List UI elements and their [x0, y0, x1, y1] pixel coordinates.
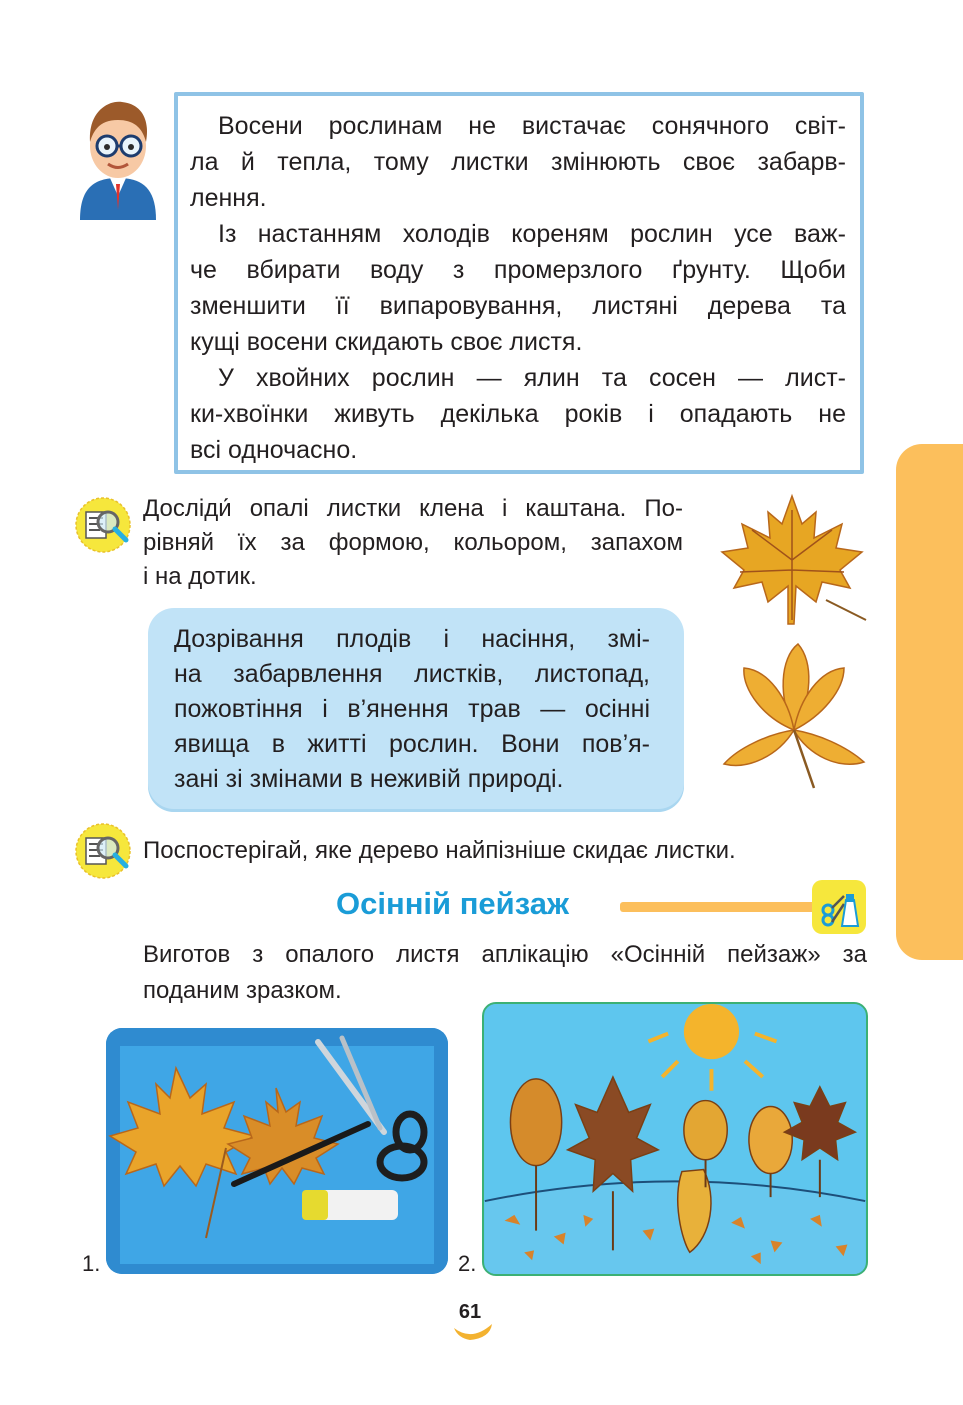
section-title: Осінній пейзаж: [336, 886, 569, 921]
maple-leaf-image: [716, 490, 868, 630]
chestnut-leaf-image: [718, 638, 870, 794]
info-line: Восени рослинам не вистачає сонячного світ-: [218, 112, 846, 140]
info-line: лення.: [190, 184, 267, 212]
summary-line: явища в житті рослин. Вони пов’я-: [174, 730, 650, 758]
autumn-landscape-applique-photo: [482, 1002, 868, 1276]
task-line: Досліди́ опалі листки клена і каштана. По-: [143, 495, 683, 522]
info-line: зменшити її випаровування, листяні дерева та: [190, 292, 846, 320]
summary-line: пожовтіння і в’янення трав — осінні: [174, 695, 650, 723]
task-line: і на дотик.: [143, 563, 257, 590]
teacher-avatar: [72, 92, 164, 220]
magnifier-document-icon: [74, 822, 132, 880]
page-number: 61: [458, 1301, 482, 1323]
figure-label: 2.: [458, 1251, 477, 1276]
summary-line: на забарвлення листків, листопад,: [174, 660, 650, 688]
craft-materials-photo: [106, 1028, 448, 1274]
info-line: ла й тепла, тому листки змінюють своє забарв-: [190, 148, 846, 176]
summary-line: зані зі змінами в неживій природі.: [174, 765, 564, 793]
task-line: рівняй їх за формою, кольором, запахом: [143, 529, 683, 556]
section-text-line: Виготов з опалого листя аплікацію «Осінній пейзаж» за: [143, 941, 867, 968]
section-divider: [620, 902, 822, 912]
info-line: ки-хвоїнки живуть декілька років і опадають не: [190, 400, 846, 428]
info-line: всі одночасно.: [190, 436, 358, 464]
scissors-glue-icon: [812, 880, 866, 934]
info-line: У хвойних рослин — ялин та сосен — лист-: [218, 364, 846, 392]
info-line: че вбирати воду з промерзлого ґрунту. Щоби: [190, 256, 846, 284]
task-line: Поспостерігай, яке дерево найпізніше скидає листки.: [143, 837, 736, 864]
info-line: кущі восени скидають своє листя.: [190, 328, 583, 356]
info-line: Із настанням холодів кореням рослин усе важ-: [218, 220, 846, 248]
side-tab: [896, 444, 963, 960]
figure-label: 1.: [82, 1251, 101, 1276]
summary-line: Дозрівання плодів і насіння, змі-: [174, 625, 650, 653]
section-text-line: поданим зразком.: [143, 977, 342, 1004]
magnifier-document-icon: [74, 496, 132, 554]
